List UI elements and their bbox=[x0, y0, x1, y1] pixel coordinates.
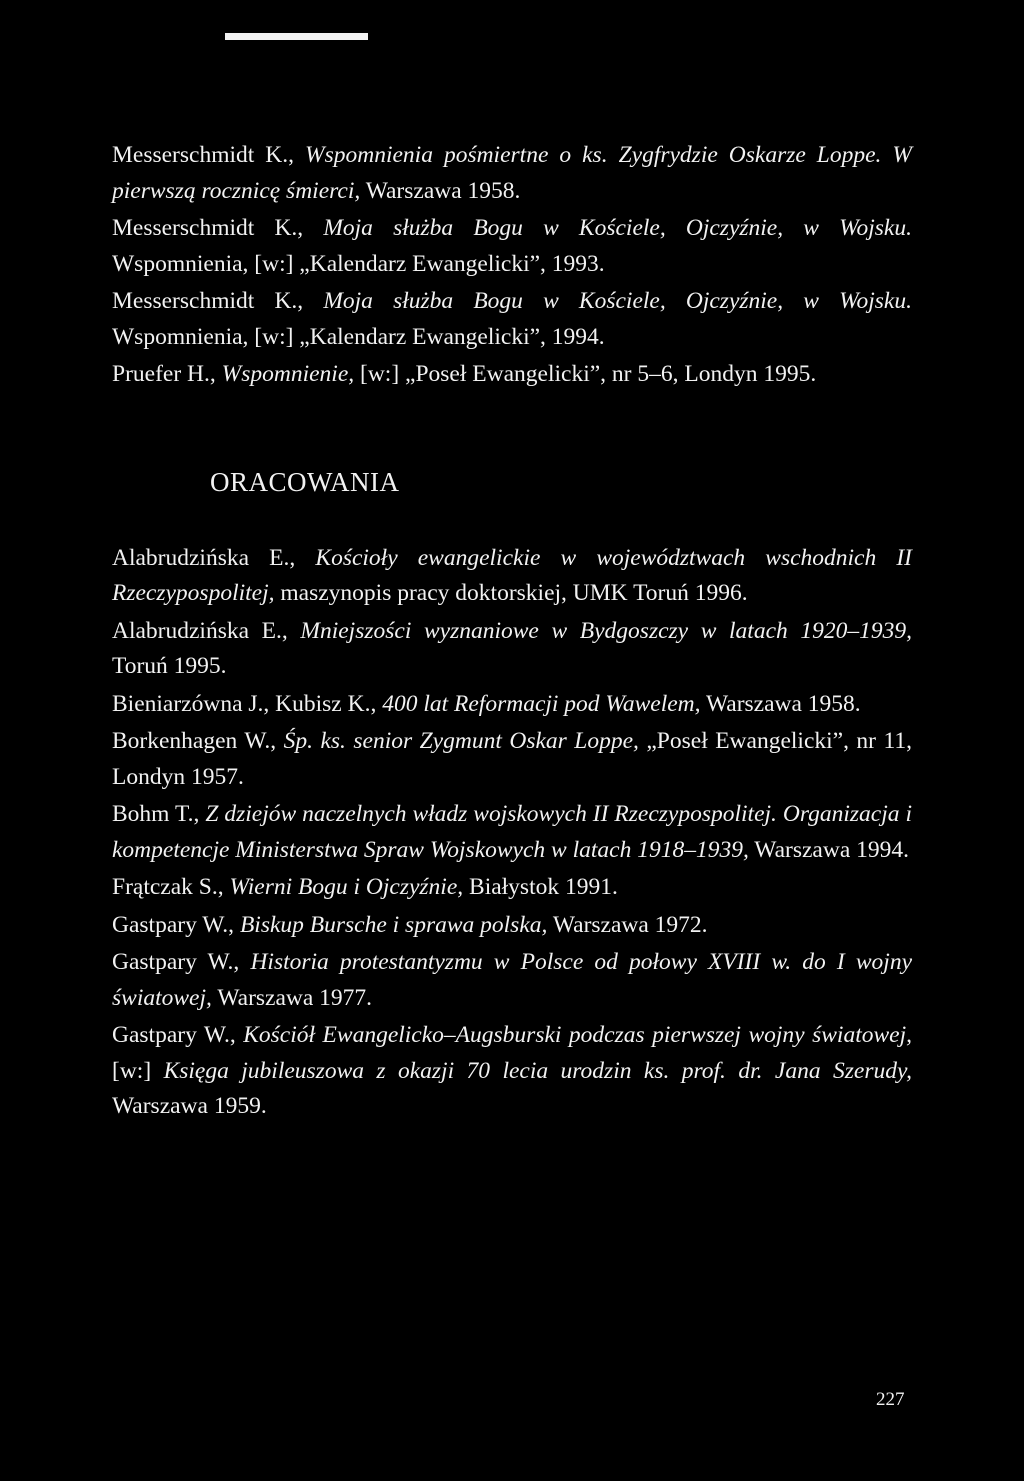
bibliography-entry bbox=[112, 797, 912, 868]
entry-publication: Warszawa 1958. bbox=[360, 177, 521, 204]
entry-author: Alabrudzińska E., bbox=[112, 544, 316, 571]
entry-author: Messerschmidt K., bbox=[112, 215, 324, 241]
bibliography-entry bbox=[112, 1018, 912, 1125]
entry-title: Wierni Bogu i Ojczyźnie, bbox=[229, 874, 464, 900]
entry-title: Śp. ks. senior Zygmunt Oskar Loppe, bbox=[283, 728, 639, 754]
bibliography-entry bbox=[112, 870, 912, 906]
entry-publication: [w:] bbox=[112, 1057, 164, 1084]
bibliography-entry bbox=[112, 138, 912, 209]
bibliography-entry bbox=[112, 945, 912, 1016]
entry-author: Bieniarzówna J., Kubisz K., bbox=[112, 690, 383, 717]
bibliography-entry bbox=[112, 541, 912, 612]
entry-title: Moja służba Bogu w Kościele, Ojczyźnie, w Wojsku. bbox=[323, 288, 912, 314]
bibliography-entry bbox=[112, 724, 912, 795]
entry-publication: „Poseł Ewangelicki”, nr 11, Londyn 1957. bbox=[112, 728, 912, 790]
entry-title: Z dziejów naczelnych władz wojskowych II Rzeczypospolitej. Organizacja i kompetencje Ministerstwa Spraw Wojskowych w latach 1918–1939, bbox=[112, 801, 912, 863]
entry-author: Borkenhagen W., bbox=[112, 728, 284, 754]
entry-publication: Warszawa 1959. bbox=[112, 1093, 267, 1119]
bibliography bbox=[112, 138, 912, 1125]
page-number: 227 bbox=[876, 1389, 905, 1410]
entry-author: Bohm T., bbox=[112, 801, 206, 827]
studies-list bbox=[112, 541, 912, 1125]
entry-author: Gastpary W., bbox=[112, 1022, 244, 1048]
entry-author: Messerschmidt K., bbox=[112, 142, 306, 168]
entry-title: Kościół Ewangelicko–Augsburski podczas pierwszej wojny światowej, bbox=[243, 1022, 912, 1048]
sources-list bbox=[112, 138, 912, 393]
entry-publication: [w:] „Poseł Ewangelicki”, nr 5–6, Londyn 1995. bbox=[354, 361, 817, 387]
entry-title: Historia protestantyzmu w Polsce od połowy XVIII w. do I wojny światowej, bbox=[112, 949, 912, 1011]
entry-author: Gastpary W., bbox=[112, 911, 240, 938]
bibliography-entry bbox=[112, 211, 912, 282]
entry-publication: Wspomnienia, [w:] „Kalendarz Ewangelicki”, 1993. bbox=[112, 250, 605, 277]
entry-publication: Warszawa 1977. bbox=[211, 984, 373, 1011]
section-heading: ORACOWANIA bbox=[210, 466, 400, 497]
entry-publication: Białystok 1991. bbox=[463, 874, 618, 900]
entry-publication: Wspomnienia, [w:] „Kalendarz Ewangelicki”, 1994. bbox=[112, 323, 605, 350]
entry-author: Pruefer H., bbox=[112, 361, 222, 387]
entry-title: 400 lat Reformacji pod Wawelem, bbox=[382, 690, 701, 717]
entry-title: Mniejszości wyznaniowe w Bydgoszczy w latach 1920–1939, bbox=[300, 617, 912, 644]
entry-publication: Toruń 1995. bbox=[112, 653, 227, 679]
entry-title: Kościoły ewangelickie w województwach wschodnich II Rzeczypospolitej, bbox=[112, 544, 912, 606]
bibliography-entry bbox=[112, 284, 912, 355]
top-rule bbox=[225, 33, 368, 40]
bibliography-entry bbox=[112, 357, 912, 393]
bibliography-entry bbox=[112, 687, 912, 723]
entry-title: Wspomnienia pośmiertne o ks. Zygfrydzie Oskarze Loppe. W pierwszą rocznicę śmierci, bbox=[112, 142, 912, 204]
entry-publication: Warszawa 1958. bbox=[700, 690, 861, 717]
entry-author: Frątczak S., bbox=[112, 874, 230, 900]
entry-publication: Warszawa 1994. bbox=[748, 836, 910, 863]
entry-title: Moja służba Bogu w Kościele, Ojczyźnie, w Wojsku. bbox=[323, 215, 912, 241]
entry-author: Gastpary W., bbox=[112, 949, 251, 975]
bibliography-entry bbox=[112, 908, 912, 944]
entry-title: Biskup Bursche i sprawa polska, bbox=[239, 911, 548, 938]
entry-title: Wspomnienie, bbox=[221, 361, 355, 387]
bibliography-entry bbox=[112, 614, 912, 685]
entry-publication: maszynopis pracy doktorskiej, UMK Toruń 1996. bbox=[274, 580, 748, 606]
entry-publication: Warszawa 1972. bbox=[547, 911, 708, 938]
entry-title: Księga jubileuszowa z okazji 70 lecia urodzin ks. prof. dr. Jana Szerudy, bbox=[163, 1057, 912, 1084]
entry-author: Alabrudzińska E., bbox=[112, 617, 301, 644]
entry-author: Messerschmidt K., bbox=[112, 288, 324, 314]
